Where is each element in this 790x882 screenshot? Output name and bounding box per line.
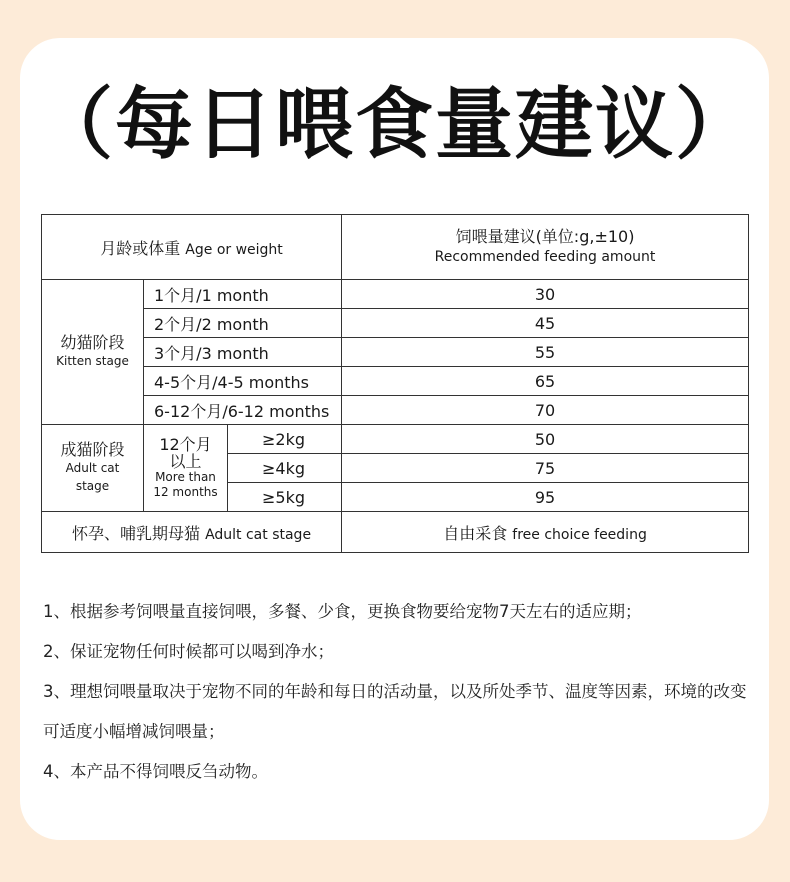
table-row (42, 396, 749, 425)
value-cell: 70 (342, 396, 749, 425)
table-row (42, 280, 749, 309)
pregnant-stage-cell (42, 512, 342, 553)
pregnant-stage-cn: 怀孕、哺乳期母猫 (71, 523, 200, 543)
adult-age-cell (144, 425, 228, 512)
header-age-weight-cn: 月龄或体重 (100, 238, 181, 258)
feeding-table (41, 214, 749, 553)
adult-age-cn-1: 12个月 (159, 435, 212, 454)
header-feeding-amount-cn: 饲喂量建议(单位:g,±10) (455, 227, 635, 246)
adult-stage-en-1: Adult cat (65, 461, 120, 475)
free-feeding-cn: 自由采食 (443, 523, 508, 543)
adult-age-en-2: 12 months (153, 485, 218, 499)
adult-stage-en-2: stage (75, 479, 110, 493)
age-cell: 1个月/1 month (144, 280, 342, 309)
adult-stage-cell (42, 425, 144, 512)
notes-section (43, 592, 758, 792)
value-cell: 75 (342, 454, 749, 483)
header-age-weight-en: Age or weight (185, 241, 283, 258)
age-cell: 2个月/2 month (144, 309, 342, 338)
adult-age-cn-2: 以上 (169, 452, 202, 471)
weight-cell: ≥4kg (228, 454, 342, 483)
age-cell: 4-5个月/4-5 months (144, 367, 342, 396)
header-feeding-amount-en: Recommended feeding amount (434, 249, 656, 265)
weight-cell: ≥2kg (228, 425, 342, 454)
table-row (42, 367, 749, 396)
kitten-stage-cell (42, 280, 144, 425)
adult-stage-cn: 成猫阶段 (60, 440, 125, 459)
value-cell: 65 (342, 367, 749, 396)
note-item: 4、本产品不得饲喂反刍动物。 (43, 762, 268, 781)
free-feeding-en: free choice feeding (512, 526, 647, 543)
header-feeding-amount (342, 215, 749, 280)
adult-age-en-1: More than (155, 470, 216, 484)
value-cell: 50 (342, 425, 749, 454)
age-cell: 3个月/3 month (144, 338, 342, 367)
kitten-stage-cn: 幼猫阶段 (60, 333, 125, 352)
pregnant-stage-en: Adult cat stage (205, 526, 312, 543)
value-cell: 30 (342, 280, 749, 309)
weight-cell: ≥5kg (228, 483, 342, 512)
table-header-row (42, 215, 749, 280)
table-row (42, 338, 749, 367)
page-title: （每日喂食量建议） (34, 80, 755, 170)
table-row (42, 425, 749, 454)
age-cell: 6-12个月/6-12 months (144, 396, 342, 425)
header-age-weight (42, 215, 342, 280)
table-row (42, 512, 749, 553)
value-cell: 95 (342, 483, 749, 512)
value-cell: 55 (342, 338, 749, 367)
kitten-stage-en: Kitten stage (56, 354, 129, 368)
free-feeding-cell (342, 512, 749, 553)
note-item: 2、保证宠物任何时候都可以喝到净水； (43, 642, 334, 661)
note-item: 3、理想饲喂量取决于宠物不同的年龄和每日的活动量，以及所处季节、温度等因素，环境的改变可适度小幅增减饲喂量； (43, 682, 747, 741)
note-item: 1、根据参考饲喂量直接饲喂，多餐、少食，更换食物要给宠物7天左右的适应期； (43, 602, 642, 621)
value-cell: 45 (342, 309, 749, 338)
table-row (42, 309, 749, 338)
